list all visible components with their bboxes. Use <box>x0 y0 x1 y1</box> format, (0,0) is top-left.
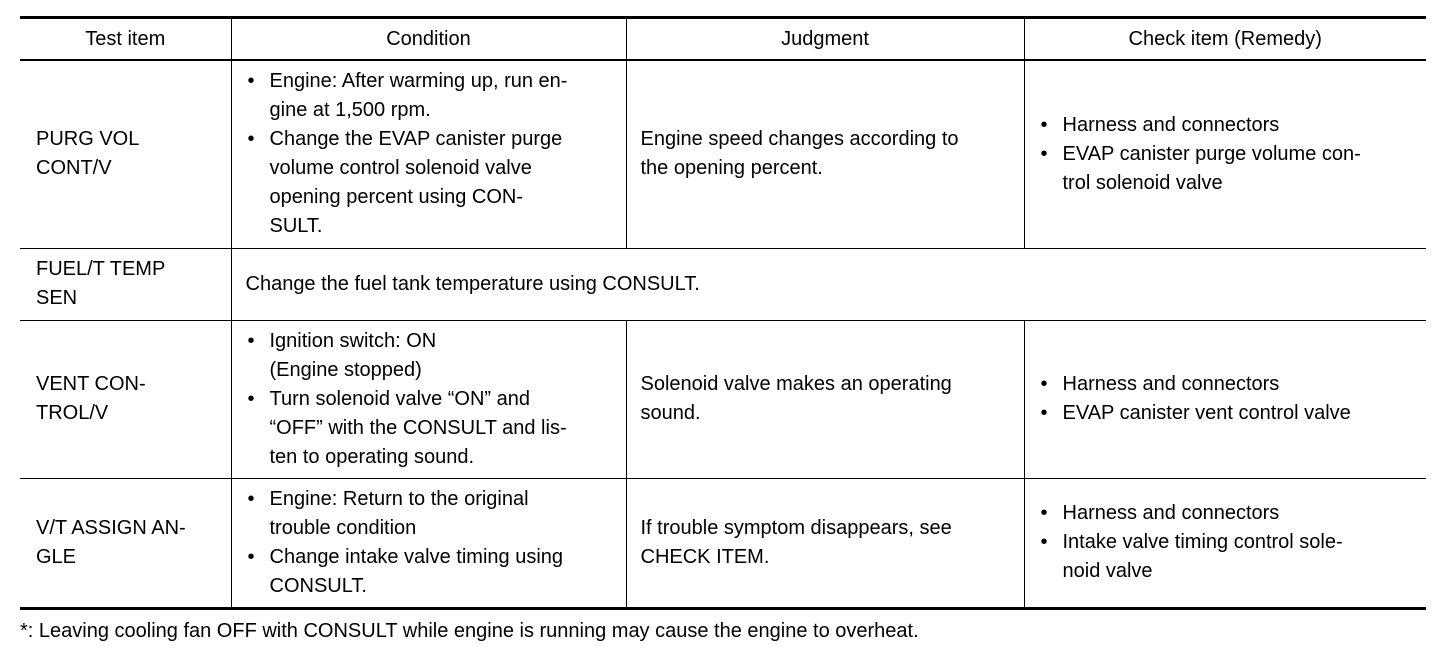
bullet-item <box>1039 499 1413 528</box>
text-line: (Engine stopped) <box>269 358 422 381</box>
text-line: GLE <box>36 545 77 568</box>
text-line: trol solenoid valve <box>1062 171 1223 194</box>
text-line: CONT/V <box>36 157 112 180</box>
bullet-icon: • <box>247 128 255 151</box>
table-row <box>20 248 1426 320</box>
text-line: Harness and connectors <box>1062 502 1280 524</box>
text-line: Engine: Return to the original <box>269 487 529 510</box>
bullet-list <box>246 485 612 601</box>
bullet-list <box>246 327 612 472</box>
bullet-text <box>270 70 568 121</box>
bullet-text <box>270 388 567 468</box>
text-line: FUEL/T TEMP <box>36 258 166 280</box>
table-row <box>20 60 1426 248</box>
check-item-cell <box>1024 320 1426 478</box>
bullet-text <box>1063 373 1280 395</box>
bullet-icon: • <box>247 329 255 352</box>
condition-cell <box>231 478 626 608</box>
header-test-item: Test item <box>85 27 166 50</box>
bullet-text <box>1063 143 1361 194</box>
text-line: trouble condition <box>269 516 417 539</box>
bullet-item <box>246 485 612 543</box>
bullet-icon: • <box>1040 373 1048 395</box>
judgment-cell <box>626 320 1024 478</box>
diagnosis-table <box>20 16 1426 610</box>
table-header-row <box>20 18 1426 61</box>
text-line: ten to operating sound. <box>269 445 475 468</box>
test-item-cell <box>20 320 231 478</box>
text-line: Turn solenoid valve “ON” and <box>269 387 530 410</box>
bullet-icon: • <box>1040 531 1048 553</box>
header-judgment: Judgment <box>626 18 1024 61</box>
spanning-condition-cell: Change the fuel tank temperature using CONSULT. <box>231 248 1426 320</box>
text-line: sound. <box>640 402 701 424</box>
judgment-cell <box>626 478 1024 608</box>
text-line: CHECK ITEM. <box>640 545 770 568</box>
bullet-text <box>270 128 563 237</box>
judgment-cell <box>626 60 1024 248</box>
header-check-item: Check item (Remedy) <box>1024 18 1426 61</box>
bullet-icon: • <box>1040 402 1048 424</box>
text-line: Ignition switch: ON <box>269 329 437 352</box>
bullet-text <box>1063 114 1280 136</box>
bullet-text <box>1063 531 1343 582</box>
text-line: Intake valve timing control sole- <box>1062 531 1343 553</box>
text-line: V/T ASSIGN AN- <box>36 516 186 539</box>
bullet-item <box>1039 140 1413 198</box>
header-condition: Condition <box>231 18 626 61</box>
bullet-icon: • <box>247 387 255 410</box>
bullet-item <box>1039 370 1413 399</box>
text-line: PURG VOL <box>36 128 140 151</box>
bullet-item <box>1039 111 1413 140</box>
bullet-icon: • <box>1040 502 1048 524</box>
check-item-cell <box>1024 478 1426 608</box>
bullet-item <box>246 327 612 385</box>
bullet-item <box>246 543 612 601</box>
text-line: Engine speed changes according to <box>640 128 959 151</box>
text-line: “OFF” with the CONSULT and lis- <box>269 416 567 439</box>
test-item-cell <box>20 478 231 608</box>
diagnosis-table-container <box>20 16 1426 610</box>
bullet-icon: • <box>1040 142 1048 165</box>
text-line: SEN <box>36 287 78 309</box>
text-line: CONSULT. <box>269 574 367 597</box>
text-line: EVAP canister vent control valve <box>1062 402 1351 424</box>
text-line: VENT CON- <box>36 373 146 395</box>
bullet-list <box>1039 111 1413 198</box>
text-line: Change the EVAP canister purge <box>269 128 563 151</box>
text-line: Harness and connectors <box>1062 373 1280 395</box>
check-item-cell <box>1024 60 1426 248</box>
bullet-list <box>246 67 612 241</box>
text-line: gine at 1,500 rpm. <box>269 99 431 122</box>
text-line: the opening percent. <box>640 157 823 180</box>
condition-cell <box>231 60 626 248</box>
bullet-text <box>270 546 564 597</box>
text-line: opening percent using CON- <box>269 186 523 209</box>
bullet-item <box>246 67 612 125</box>
bullet-text <box>1063 502 1280 524</box>
bullet-text <box>270 488 529 539</box>
bullet-list <box>1039 499 1413 586</box>
text-line: volume control solenoid valve <box>269 157 532 180</box>
bullet-item <box>1039 399 1413 428</box>
text-line: SULT. <box>269 215 323 238</box>
bullet-list <box>1039 370 1413 428</box>
bullet-icon: • <box>1040 113 1048 136</box>
bullet-icon: • <box>247 70 255 93</box>
bullet-text <box>1063 402 1351 424</box>
text-line: Engine: After warming up, run en- <box>269 70 568 93</box>
bullet-icon: • <box>247 545 255 568</box>
table-row <box>20 320 1426 478</box>
test-item-cell <box>20 60 231 248</box>
condition-cell <box>231 320 626 478</box>
text-line: TROL/V <box>36 402 109 424</box>
text-line: Solenoid valve makes an operating <box>640 373 952 395</box>
text-line: EVAP canister purge volume con- <box>1062 142 1361 165</box>
bullet-item <box>246 125 612 241</box>
text-line: noid valve <box>1062 560 1153 582</box>
table-body <box>20 60 1426 608</box>
text-line: If trouble symptom disappears, see <box>640 516 952 539</box>
bullet-text <box>270 330 437 381</box>
bullet-item <box>1039 528 1413 586</box>
text-line: Change intake valve timing using <box>269 545 564 568</box>
test-item-cell <box>20 248 231 320</box>
footnote: *: Leaving cooling fan OFF with CONSULT while engine is running may cause the engine to overheat. <box>20 620 919 642</box>
table-row <box>20 478 1426 608</box>
text-line: Harness and connectors <box>1062 113 1280 136</box>
bullet-icon: • <box>247 487 255 510</box>
bullet-item <box>246 385 612 472</box>
